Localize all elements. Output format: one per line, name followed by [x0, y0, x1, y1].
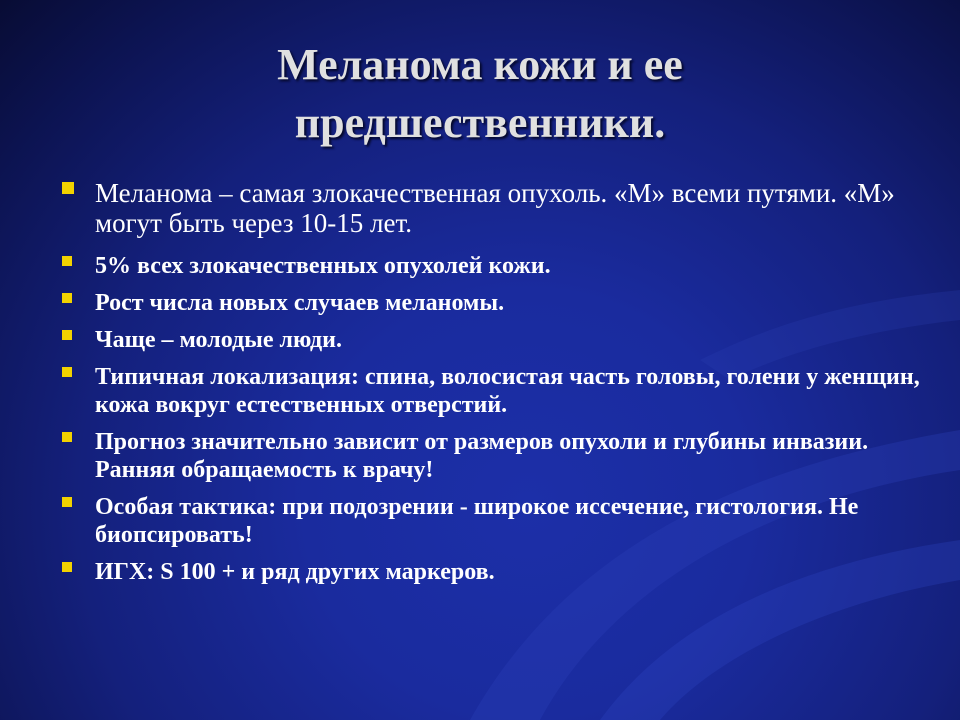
bullet-text: Рост числа новых случаев меланомы.	[95, 290, 505, 316]
bullet-item	[62, 428, 922, 484]
title-line-2: предшественники.	[294, 98, 666, 147]
title-line-1: Меланома кожи и ее	[277, 40, 683, 89]
bullet-item	[62, 178, 922, 238]
bullet-text: Чаще – молодые люди.	[95, 327, 342, 353]
bullet-item	[62, 493, 922, 549]
square-bullet-icon	[62, 256, 72, 266]
square-bullet-icon	[62, 182, 74, 194]
square-bullet-icon	[62, 293, 72, 303]
square-bullet-icon	[62, 367, 72, 377]
bullet-text: Типичная локализация: спина, волосистая часть головы, голени у женщин, кожа вокруг естественных отверстий.	[95, 364, 920, 418]
bullet-list	[62, 178, 922, 595]
bullet-text: 5% всех злокачественных опухолей кожи.	[95, 253, 551, 279]
bullet-item	[62, 289, 922, 317]
bullet-text: Меланома – самая злокачественная опухоль. «М» всеми путями. «М» могут быть через 10-15 лет.	[95, 178, 895, 238]
bullet-text: ИГХ: S 100 + и ряд других маркеров.	[95, 559, 495, 585]
square-bullet-icon	[62, 497, 72, 507]
bullet-text: Прогноз значительно зависит от размеров опухоли и глубины инвазии. Ранняя обращаемость к врачу!	[95, 429, 869, 483]
bullet-text: Особая тактика: при подозрении - широкое иссечение, гистология. Не биопсировать!	[95, 494, 859, 548]
bullet-item	[62, 326, 922, 354]
slide-title	[0, 36, 960, 152]
bullet-item	[62, 363, 922, 419]
square-bullet-icon	[62, 562, 72, 572]
bullet-item	[62, 558, 922, 586]
square-bullet-icon	[62, 330, 72, 340]
square-bullet-icon	[62, 432, 72, 442]
bullet-item	[62, 252, 922, 280]
